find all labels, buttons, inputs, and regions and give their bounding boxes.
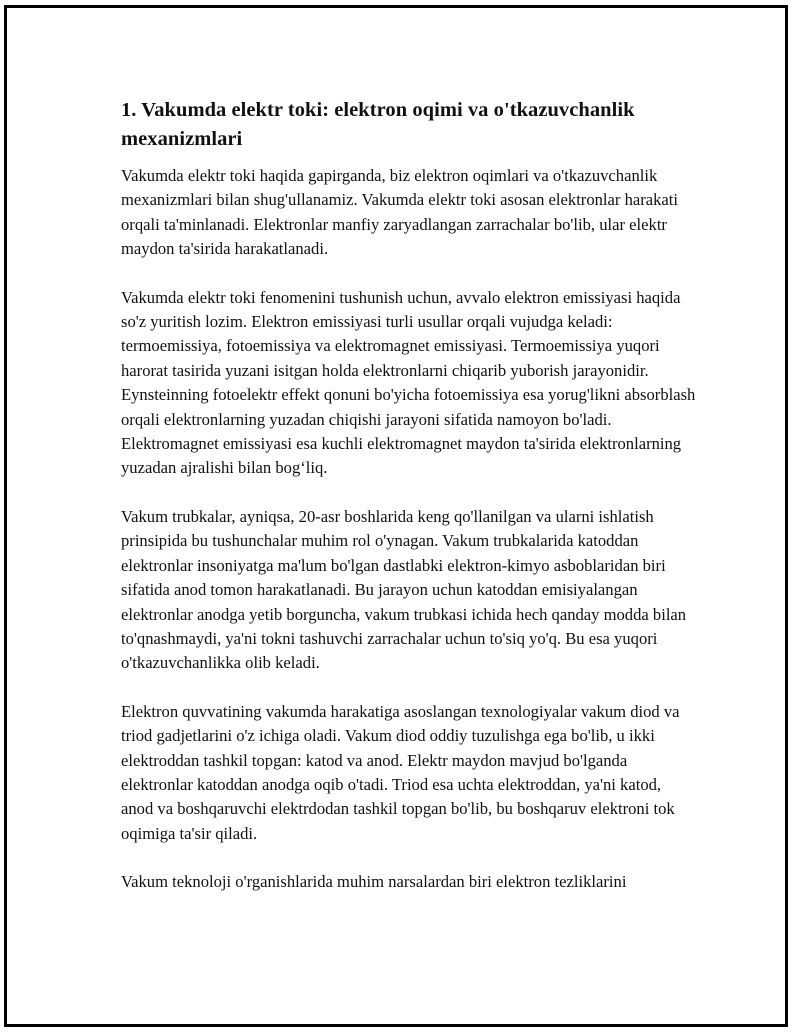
page-frame <box>4 5 788 1027</box>
section-title: 1. Vakumda elektr toki: elektron oqimi va o'tkazuvchanlik mexanizmlari <box>121 99 635 150</box>
paragraph-4: Elektron quvvatining vakumda harakatiga asoslangan texnologiyalar vakum diod va triod gadjetlarini o'z ichiga oladi. Vakum diod oddiy tuzulishga ega bo'lib, u ikki elektroddan tashkil topgan: katod va anod. Elektr maydon mavjud bo'lganda elektronlar katoddan anodga oqib o'tadi. Triod esa uchta elektroddan, ya'ni katod, anod va boshqaruvchi elektrdodan tashkil topgan bo'lib, bu boshqaruv elektroni tok oqimiga ta'sir qiladi. <box>121 701 680 843</box>
paragraph-1: Vakumda elektr toki haqida gapirganda, biz elektron oqimlari va o'tkazuvchanlik mexanizmlari bilan shug'ullanamiz. Vakumda elektr toki asosan elektronlar harakati orqali ta'minlanadi. Elektronlar manfiy zaryadlangan zarrachalar bo'lib, ular elektr maydon ta'sirida harakatlanadi. <box>121 166 679 259</box>
paragraph-5: Vakum teknoloji o'rganishlarida muhim narsalardan biri elektron tezliklarini <box>121 872 627 892</box>
document-body <box>121 96 696 919</box>
paragraph-3: Vakum trubkalar, ayniqsa, 20-asr boshlarida keng qo'llanilgan va ularni ishlatish prinsipida bu tushunchalar muhim rol o'ynagan. Vakum trubkalarida katoddan elektronlar insoniyatga ma'lum bo'lgan dastlabki elektron-kimyo asboblaridan biri sifatida anod tomon harakatlanadi. Bu jarayon uchun katoddan emisiyalangan elektronlar anodga yetib borguncha, vakum trubkasi ichida hech qanday modda bilan to'qnashmaydi, ya'ni tokni tashuvchi zarrachalar uchun to'siq yo'q. Bu esa yuqori o'tkazuvchanlikka olib keladi. <box>121 506 687 673</box>
paragraph-2: Vakumda elektr toki fenomenini tushunish uchun, avvalo elektron emissiyasi haqida so'z yuritish lozim. Elektron emissiyasi turli usullar orqali vujudga keladi: termoemissiya, fotoemissiya va elektromagnet emissiyasi. Termoemissiya yuqori harorat tasirida yuzani isitgan holda elektronlarni chiqarib yuborish jarayonidir. Eynsteinning fotoelektr effekt qonuni bo'yicha fotoemissiya esa yorug'likni absorblash orqali elektronlarning yuzadan chiqishi jarayoni sifatida namoyon bo'ladi. Elektromagnet emissiyasi esa kuchli elektromagnet maydon ta'sirida elektronlarning yuzadan ajralishi bilan bog‘liq. <box>121 287 696 478</box>
